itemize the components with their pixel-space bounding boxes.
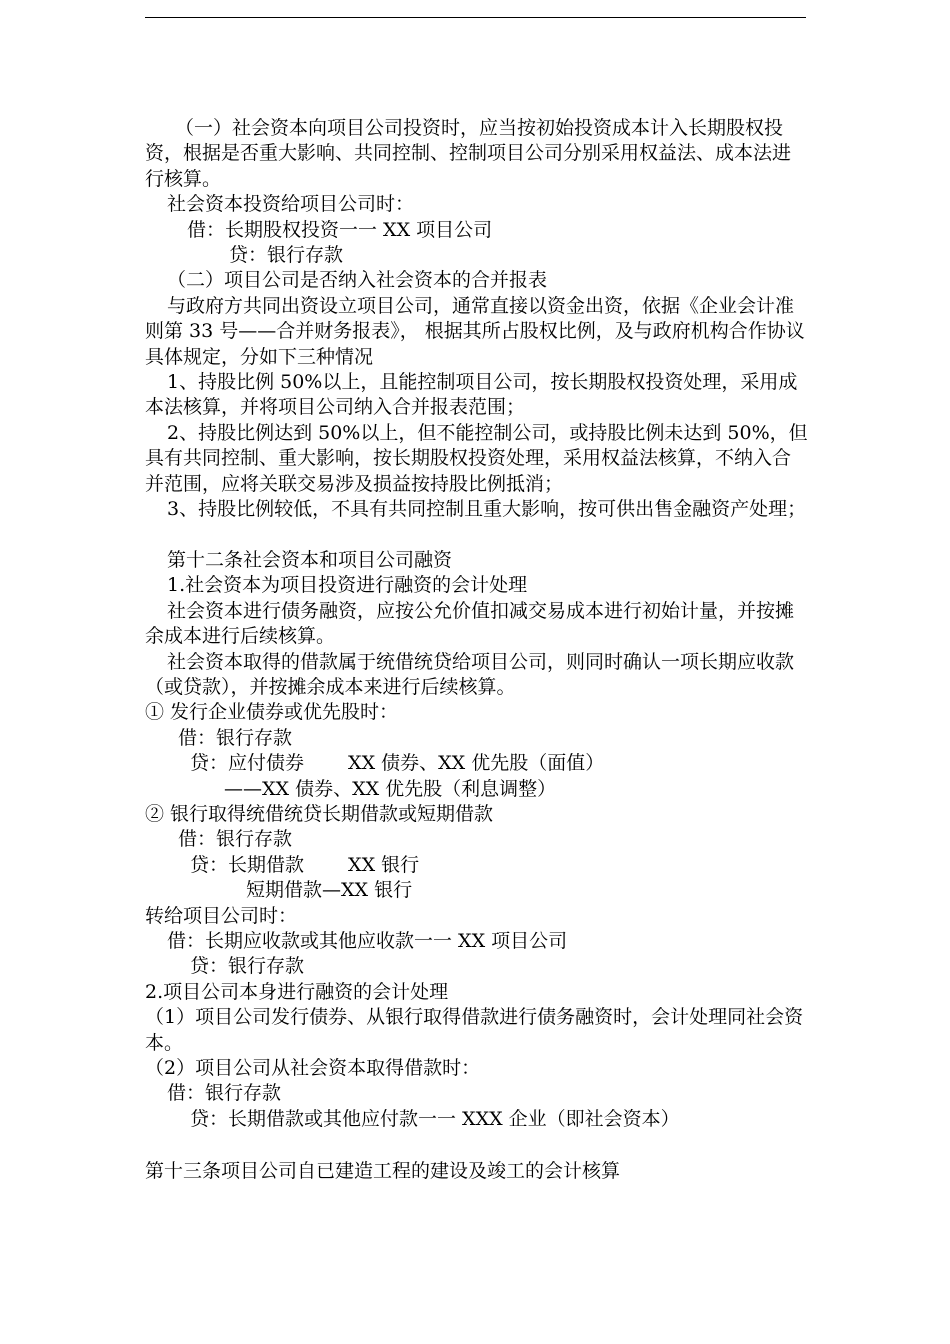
blank-line xyxy=(145,1132,808,1159)
line-transfer-intro: 转给项目公司时： xyxy=(145,904,298,927)
section-1-heading: 1.社会资本为项目投资进行融资的会计处理 xyxy=(167,574,528,597)
line-debit: 借：银行存款 xyxy=(178,726,293,749)
line-credit: 贷：长期借款 XX 银行 xyxy=(190,853,420,876)
document-body xyxy=(145,116,808,1185)
line-investment-entry-intro: 社会资本投资给项目公司时： xyxy=(167,193,415,216)
line-borrow-from-capital: （2）项目公司从社会资本取得借款时： xyxy=(145,1057,481,1080)
heading-consolidation: （二）项目公司是否纳入社会资本的合并报表 xyxy=(167,269,548,292)
line-credit: 贷：长期借款或其他应付款一一 XXX 企业（即社会资本） xyxy=(190,1107,680,1130)
line-debit: 借：长期股权投资一一 XX 项目公司 xyxy=(187,218,493,241)
item-1-heading: ① 发行企业债券或优先股时： xyxy=(145,701,399,724)
paragraph-case-1: 1、持股比例 50%以上，且能控制项目公司，按长期股权投资处理，采用成本法核算，并将项目公司纳入合并报表范围； xyxy=(145,371,798,419)
article-13-title: 第十三条项目公司自已建造工程的建设及竣工的会计核算 xyxy=(145,1160,621,1183)
paragraph-case-2: 2、持股比例达到 50%以上，但不能控制公司，或持股比例未达到 50%，但具有共同控制、重大影响，按长期股权投资处理，采用权益法核算，不纳入合并范围，应将关联交易涉及损益按持股比例抵消； xyxy=(145,421,808,495)
line-debit: 借：长期应收款或其他应收款一一 XX 项目公司 xyxy=(167,929,568,952)
line-debit: 借：银行存款 xyxy=(178,828,293,851)
paragraph-equity-investment: （一）社会资本向项目公司投资时，应当按初始投资成本计入长期股权投资，根据是否重大影响、共同控制、控制项目公司分别采用权益法、成本法进行核算。 xyxy=(145,117,792,190)
paragraph-case-3: 3、持股比例较低，不具有共同控制且重大影响，按可供出售金融资产处理； xyxy=(167,498,807,521)
line-credit-sub: 短期借款—XX 银行 xyxy=(246,879,413,902)
line-credit: 贷：银行存款 xyxy=(190,955,305,978)
section-2-heading: 2.项目公司本身进行融资的会计处理 xyxy=(145,980,449,1003)
blank-line xyxy=(145,523,808,548)
paragraph-project-debt: （1）项目公司发行债券、从银行取得借款进行债务融资时，会计处理同社会资本。 xyxy=(145,1006,804,1054)
paragraph-consolidation-basis: 与政府方共同出资设立项目公司，通常直接以资金出资，依据《企业会计准则第 33 号——合并财务报表》， 根据其所占股权比例，及与政府机构合作协议具体规定，分如下三种情况 xyxy=(145,294,805,368)
line-credit: 贷：应付债券 XX 债券、XX 优先股（面值） xyxy=(190,752,605,775)
paragraph-on-lending: 社会资本取得的借款属于统借统贷给项目公司，则同时确认一项长期应收款（或贷款），并按摊余成本来进行后续核算。 xyxy=(145,650,795,698)
paragraph-debt-financing: 社会资本进行债务融资，应按公允价值扣减交易成本进行初始计量，并按摊余成本进行后续核算。 xyxy=(145,599,795,648)
article-12-title: 第十二条社会资本和项目公司融资 xyxy=(167,548,453,571)
item-2-heading: ② 银行取得统借统贷长期借款或短期借款 xyxy=(145,802,494,825)
header-rule xyxy=(145,17,806,18)
line-credit-sub: ——XX 债券、XX 优先股（利息调整） xyxy=(224,777,557,800)
line-credit: 贷：银行存款 xyxy=(229,244,344,267)
line-debit: 借：银行存款 xyxy=(167,1082,282,1105)
